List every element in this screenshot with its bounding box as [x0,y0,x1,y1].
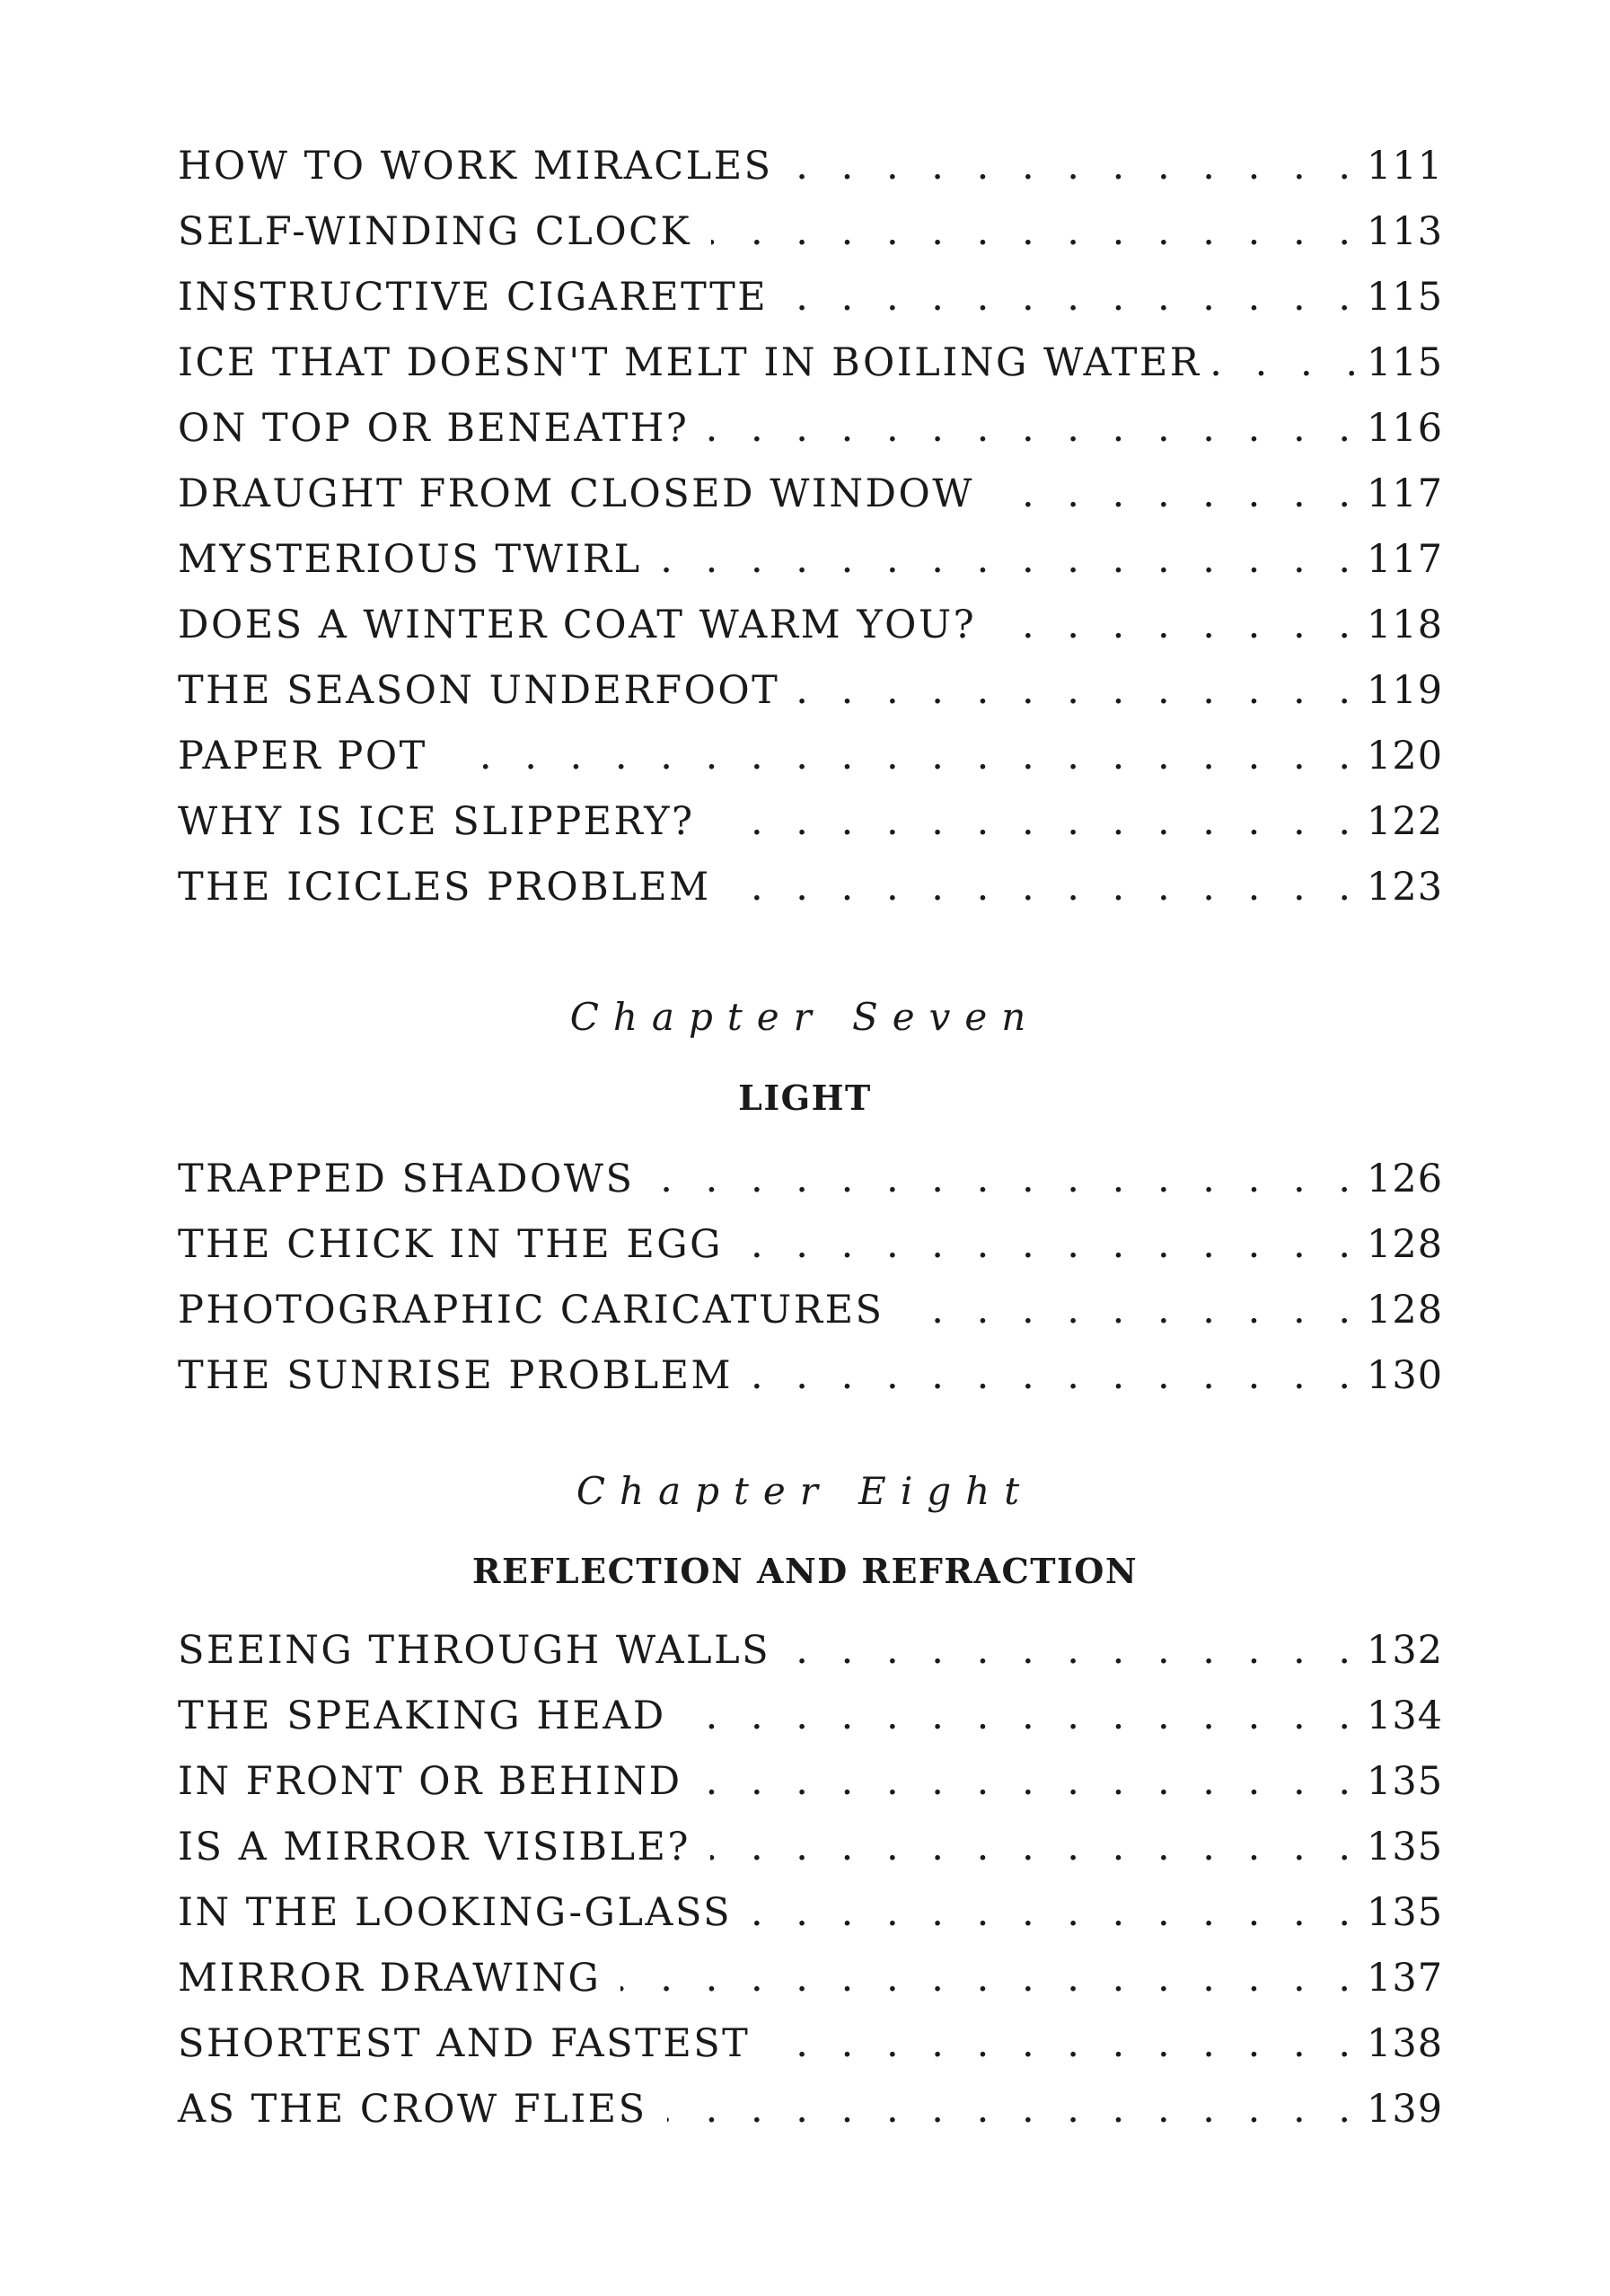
toc-entry[interactable] [178,1693,1444,1759]
toc-entry-page: 135 [1367,1825,1444,1869]
toc-entry[interactable] [178,340,1444,406]
toc-entry[interactable] [178,1956,1444,2021]
toc-entry[interactable] [178,144,1444,209]
chapter-label: Chapter Eight [576,1469,1034,1513]
toc-entry[interactable] [178,406,1444,471]
toc-leader-dots [996,603,1350,647]
toc-leader-dots [686,1693,1350,1738]
toc-entry-page: 132 [1367,1628,1444,1673]
toc-leader-dots [790,1628,1350,1673]
toc-list-chapter-six [178,144,1444,930]
toc-entry-title: ON TOP OR BENEATH? [178,406,690,451]
toc-entry[interactable] [178,603,1444,668]
toc-entry-title: SELF-WINDING CLOCK [178,209,692,254]
toc-leader-dots [793,144,1350,189]
toc-entry[interactable] [178,1759,1444,1825]
toc-leader-dots [752,1890,1350,1935]
toc-entry-title: SHORTEST AND FASTEST [178,2021,751,2066]
toc-entry-page: 128 [1367,1288,1444,1333]
toc-leader-dots [787,275,1350,320]
toc-entry[interactable] [178,668,1444,734]
toc-entry-title: IN THE LOOKING-GLASS [178,1890,733,1935]
toc-leader-dots [1210,340,1358,385]
toc-leader-dots [743,1222,1350,1267]
toc-leader-dots [708,406,1350,451]
toc-entry-title: THE SUNRISE PROBLEM [178,1353,734,1398]
toc-leader-dots [799,668,1350,713]
toc-entry[interactable] [178,1628,1444,1693]
toc-entry[interactable] [178,1890,1444,1956]
toc-entry-page: 128 [1367,1222,1444,1267]
toc-entry[interactable] [178,209,1444,275]
toc-entry-page: 139 [1367,2087,1444,2132]
toc-entry-title: MYSTERIOUS TWIRL [178,537,642,582]
toc-entry-title: TRAPPED SHADOWS [178,1157,635,1201]
toc-entry-title: AS THE CROW FLIES [178,2087,647,2132]
toc-entry-title: MIRROR DRAWING [178,1956,602,2001]
toc-entry-title: DOES A WINTER COAT WARM YOU? [178,603,977,647]
toc-entry-page: 135 [1367,1890,1444,1935]
toc-entry-page: 119 [1367,668,1444,713]
toc-leader-dots [667,2087,1350,2132]
toc-entry[interactable] [178,471,1444,537]
toc-entry[interactable] [178,1222,1444,1288]
toc-entry-title: INSTRUCTIVE CIGARETTE [178,275,769,320]
toc-entry-title: DRAUGHT FROM CLOSED WINDOW [178,471,974,516]
toc-entry-title: THE SPEAKING HEAD [178,1693,666,1738]
toc-entry[interactable] [178,1353,1444,1419]
toc-entry-page: 130 [1367,1353,1444,1398]
toc-entry-page: 113 [1367,209,1444,254]
toc-entry[interactable] [178,799,1444,865]
toc-entry-page: 111 [1367,144,1444,189]
toc-leader-dots [770,2021,1350,2066]
toc-entry[interactable] [178,1825,1444,1890]
toc-entry-page: 115 [1367,275,1444,320]
toc-leader-dots [702,1759,1350,1804]
toc-entry-title: THE ICICLES PROBLEM [178,865,711,910]
toc-entry[interactable] [178,2087,1444,2152]
toc-entry-title: PAPER POT [178,734,427,779]
toc-entry[interactable] [178,2021,1444,2087]
toc-leader-dots [662,537,1350,582]
toc-leader-dots [447,734,1350,779]
toc-entry[interactable] [178,1157,1444,1222]
toc-list-chapter-seven [178,1157,1444,1419]
toc-entry-page: 117 [1367,537,1444,582]
toc-entry-page: 134 [1367,1693,1444,1738]
toc-leader-dots [620,1956,1350,2001]
section-heading: LIGHT [738,1078,872,1118]
toc-entry[interactable] [178,865,1444,930]
toc-entry-page: 115 [1367,340,1444,385]
toc-entry-page: 137 [1367,1956,1444,2001]
toc-leader-dots [710,1825,1350,1869]
toc-entry-page: 126 [1367,1157,1444,1201]
chapter-label: Chapter Seven [569,995,1041,1039]
toc-leader-dots [752,1353,1350,1398]
toc-entry-page: 116 [1367,406,1444,451]
toc-leader-dots [715,799,1350,844]
toc-entry-page: 117 [1367,471,1444,516]
toc-entry-page: 118 [1367,603,1444,647]
section-heading: REFLECTION AND REFRACTION [471,1551,1139,1591]
toc-entry[interactable] [178,537,1444,603]
toc-entry-title: IS A MIRROR VISIBLE? [178,1825,691,1869]
toc-leader-dots [711,209,1350,254]
toc-entry-page: 135 [1367,1759,1444,1804]
toc-entry[interactable] [178,734,1444,799]
toc-entry-title: THE SEASON UNDERFOOT [178,668,780,713]
toc-entry-page: 120 [1367,734,1444,779]
toc-entry-page: 122 [1367,799,1444,844]
toc-leader-dots [994,471,1350,516]
toc-entry[interactable] [178,1288,1444,1353]
toc-leader-dots [903,1288,1350,1333]
toc-entry-title: THE CHICK IN THE EGG [178,1222,723,1267]
toc-leader-dots [654,1157,1350,1201]
toc-entry-title: PHOTOGRAPHIC CARICATURES [178,1288,884,1333]
toc-entry-title: ICE THAT DOESN'T MELT IN BOILING WATER [178,340,1201,385]
toc-entry[interactable] [178,275,1444,340]
toc-entry-title: IN FRONT OR BEHIND [178,1759,682,1804]
toc-entry-title: WHY IS ICE SLIPPERY? [178,799,695,844]
toc-entry-page: 123 [1367,865,1444,910]
toc-list-chapter-eight [178,1628,1444,2152]
toc-leader-dots [731,865,1350,910]
toc-entry-title: HOW TO WORK MIRACLES [178,144,773,189]
toc-entry-page: 138 [1367,2021,1444,2066]
toc-entry-title: SEEING THROUGH WALLS [178,1628,771,1673]
